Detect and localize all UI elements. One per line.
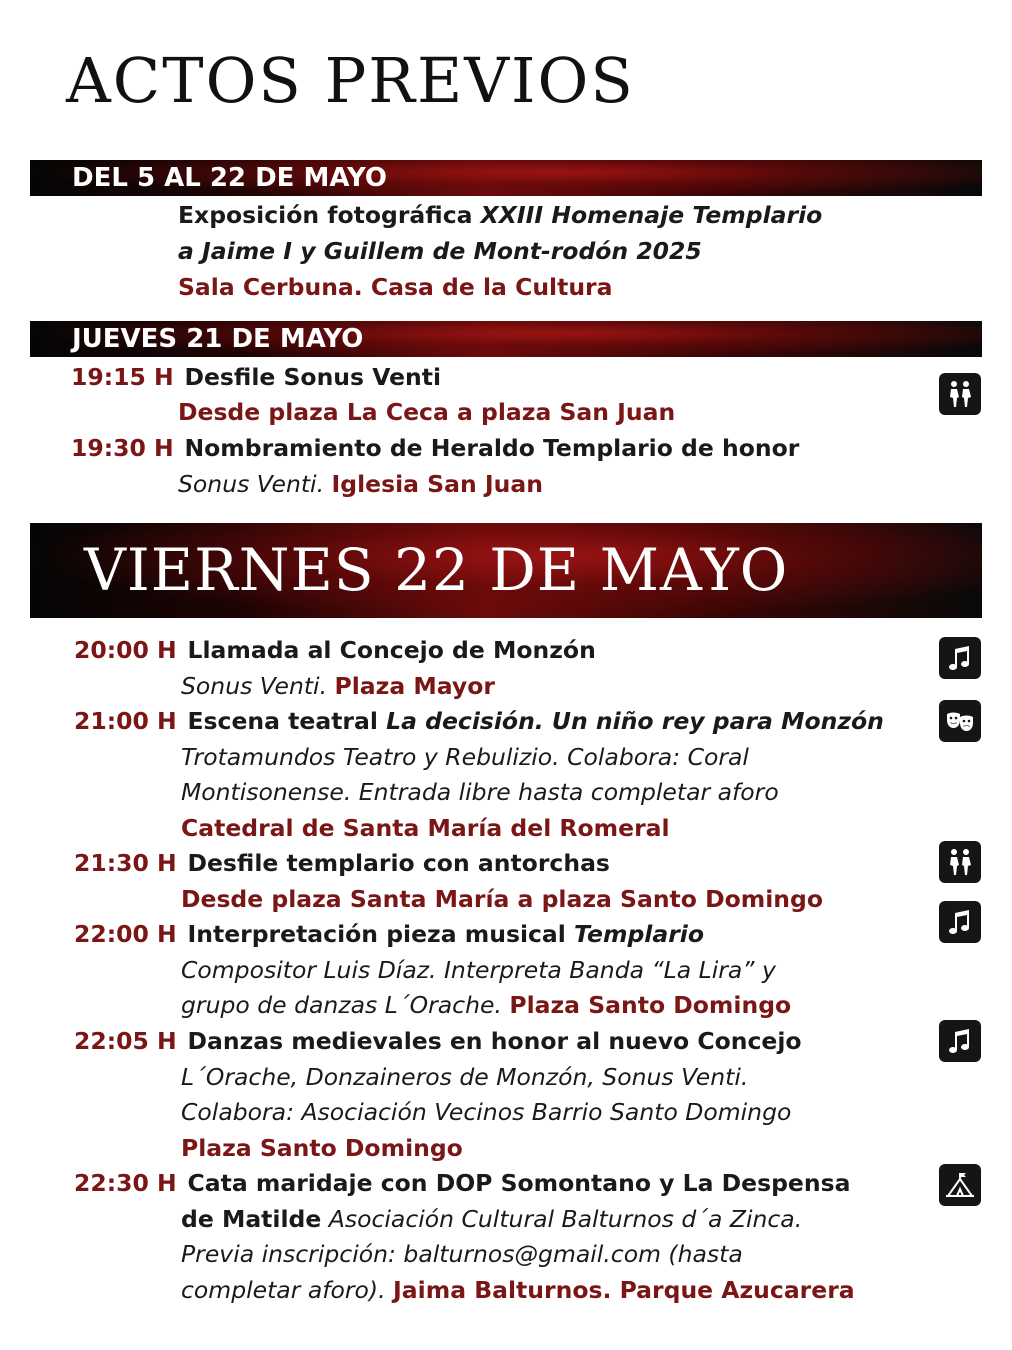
event-2000-detail: Sonus Venti. Plaza Mayor (181, 672, 495, 700)
event-2205-detail-1: L´Orache, Donzaineros de Monzón, Sonus Venti. (181, 1063, 749, 1091)
event-2100-detail-2: Montisonense. Entrada libre hasta completar aforo (181, 778, 779, 806)
music-icon (939, 1020, 981, 1062)
event-2205-detail-2: Colabora: Asociación Vecinos Barrio Santo Domingo (181, 1098, 792, 1126)
event-2200-detail-1: Compositor Luis Díaz. Interpreta Banda “La Lira” y (181, 956, 776, 984)
event-2130-place: Desde plaza Santa María a plaza Santo Domingo (181, 885, 823, 913)
music-icon (939, 637, 981, 679)
event-2205-place: Plaza Santo Domingo (181, 1134, 463, 1162)
music-icon (939, 901, 981, 943)
event-1930-detail: Sonus Venti. Iglesia San Juan (178, 470, 543, 498)
parade-icon (939, 841, 981, 883)
section-heading-thursday-21: JUEVES 21 DE MAYO (30, 321, 982, 357)
parade-icon (939, 373, 981, 415)
section-heading-friday-22: VIERNES 22 DE MAYO (30, 523, 982, 618)
event-2230-detail-3: completar aforo). Jaima Balturnos. Parque Azucarera (181, 1276, 855, 1304)
event-2100: 21:00 H Escena teatral La decisión. Un niño rey para Monzón (74, 707, 884, 735)
section-heading-may-5-22: DEL 5 AL 22 DE MAYO (30, 160, 982, 196)
event-2100-place: Catedral de Santa María del Romeral (181, 814, 670, 842)
event-2000: 20:00 H Llamada al Concejo de Monzón (74, 636, 596, 664)
event-1930: 19:30 H Nombramiento de Heraldo Templario de honor (71, 434, 800, 462)
exhibit-line-1: Exposición fotográfica XXIII Homenaje Templario (178, 201, 823, 229)
event-2100-detail-1: Trotamundos Teatro y Rebulizio. Colabora: Coral (181, 743, 749, 771)
event-2200-detail-2: grupo de danzas L´Orache. Plaza Santo Domingo (181, 991, 792, 1019)
event-2230-detail-2: Previa inscripción: balturnos@gmail.com (hasta (181, 1240, 743, 1268)
event-2205: 22:05 H Danzas medievales en honor al nuevo Concejo (74, 1027, 802, 1055)
event-2200: 22:00 H Interpretación pieza musical Templario (74, 920, 704, 948)
exhibit-line-2: a Jaime I y Guillem de Mont-rodón 2025 (178, 237, 702, 265)
tent-icon (939, 1164, 981, 1206)
theater-icon (939, 700, 981, 742)
event-1915-place: Desde plaza La Ceca a plaza San Juan (178, 398, 676, 426)
event-2130: 21:30 H Desfile templario con antorchas (74, 849, 610, 877)
exhibit-place: Sala Cerbuna. Casa de la Cultura (178, 273, 613, 301)
page-title: ACTOS PREVIOS (66, 44, 635, 117)
event-2230: 22:30 H Cata maridaje con DOP Somontano y La Despensa (74, 1169, 851, 1197)
event-1915: 19:15 H Desfile Sonus Venti (71, 363, 442, 391)
event-2230-detail-1: de Matilde Asociación Cultural Balturnos d´a Zinca. (181, 1205, 803, 1233)
